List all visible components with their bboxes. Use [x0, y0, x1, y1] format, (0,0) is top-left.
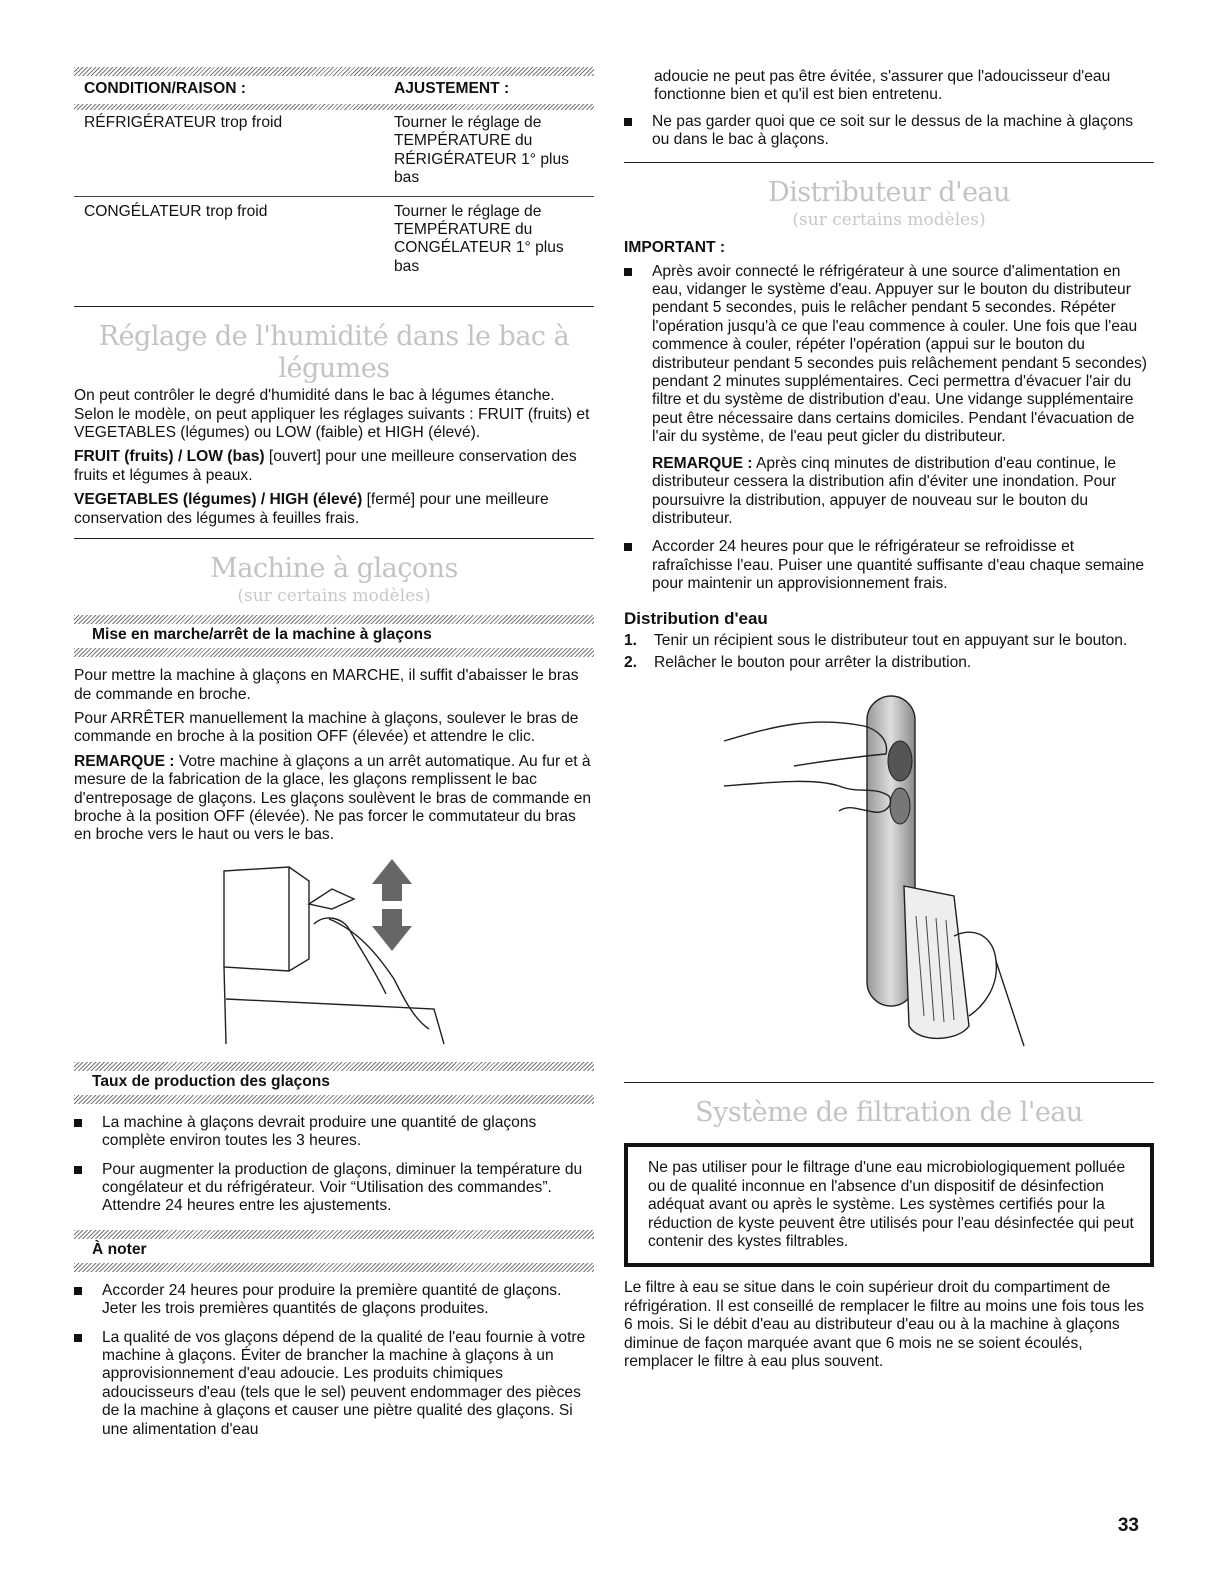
veg-label: VEGETABLES (légumes) / HIGH (élevé) — [74, 491, 363, 509]
humidity-intro: On peut contrôler le degré d'humidité dans le bac à légumes étanche. Selon le modèle, on peut appliquer les réglages suivants : FRUIT (fruits) et VEGETABLES (légumes) ou LOW (faible) et HIGH (élevé). — [74, 387, 590, 442]
filtration-warning-text: Ne pas utiliser pour le filtrage d'une eau microbiologiquement polluée ou de qualité inconnue en l'absence d'un dispositif de désinfection adéquat avant ou après le système. Les systèmes certifiés pour la réduction de kyste peuvent être utilisés pour l'eau désinfectée qui peut contenir des kystes filtrables. — [648, 1159, 1134, 1250]
table-cell-adjust: Tourner le réglage de TEMPÉRATURE du RÉRIGÉRATEUR 1° plus bas — [394, 114, 569, 187]
icemaker-onoff-heading: Mise en marche/arrêt de la machine à glaçons — [92, 626, 432, 644]
table-cell-condition: RÉFRIGÉRATEUR trop froid — [84, 114, 283, 131]
icemaker-off-paragraph: Pour ARRÊTER manuellement la machine à glaçons, soulever le bras de commande en broche à la position OFF (élevée) et attendre le clic. — [74, 709, 579, 746]
table-row — [74, 196, 594, 306]
fruit-text: [ouvert] pour une meilleure conservation des fruits et légumes à peaux. — [74, 448, 577, 484]
filtration-section-title: Système de filtration de l'eau — [695, 1097, 1083, 1129]
icemaker-section-title: Machine à glaçons — [210, 553, 458, 585]
icemaker-on-paragraph: Pour mettre la machine à glaçons en MARCHE, il suffit d'abaisser le bras de commande en broche. — [74, 667, 579, 703]
list-item: Pour augmenter la production de glaçons, diminuer la température du congélateur et du réfrigérateur. Voir “Utilisation des commandes”. Attendre 24 heures entre les ajustements. — [74, 1161, 594, 1216]
step-item — [624, 632, 1154, 650]
section-rule — [624, 162, 1154, 163]
right-column — [624, 0, 1154, 1371]
rate-heading: Taux de production des glaçons — [92, 1072, 330, 1090]
filtration-warning-box — [624, 1143, 1154, 1267]
icemaker-section-subtitle: (sur certains modèles) — [237, 586, 431, 607]
list-item: Après avoir connecté le réfrigérateur à une source d'alimentation en eau, vidanger le système d'eau. Appuyer sur le bouton du distributeur pendant 5 secondes, puis le relâcher pendant 5 secondes. Répéter l'opération jusqu'à ce que l'eau commence à couler. Une fois que l'eau commence à couler, répéter l'opération (appui sur le bouton du distributeur pendant 5 secondes puis relâchement pendant 5 secondes) pendant 2 minutes supplémentaires. Ceci permettra d'évacuer l'air du filtre et du système de distribution d'eau. Une vidange supplémentaire peut être nécessaire dans certains domiciles. Pendant l'évacuation de l'air du système, de l'eau peut gicler du distributeur. — [624, 263, 1154, 447]
humidity-fruit-paragraph — [74, 448, 594, 485]
dispenser-section-subtitle: (sur certains modèles) — [792, 209, 986, 230]
subhead-hatch — [74, 1263, 594, 1272]
section-rule — [624, 1082, 1154, 1083]
step-text: Tenir un récipient sous le distributeur tout en appuyant sur le bouton. — [654, 631, 1128, 649]
list-item: Accorder 24 heures pour produire la première quantité de glaçons. Jeter les trois premières quantités de glaçons produites. — [74, 1282, 594, 1319]
subhead-hatch — [74, 648, 594, 657]
dispenser-note — [624, 455, 1154, 529]
table-cell-condition: CONGÉLATEUR trop froid — [84, 202, 268, 220]
table-header-condition: CONDITION/RAISON : — [84, 80, 246, 97]
veg-text: [fermé] pour une meilleure conservation des légumes à feuilles frais. — [74, 491, 549, 527]
page-number: 33 — [1117, 1515, 1139, 1536]
water-dispenser-drawing — [624, 686, 1154, 1076]
section-rule — [74, 306, 594, 307]
dispenser-illustration — [624, 686, 1154, 1076]
step-item — [624, 654, 1154, 672]
table-row — [74, 110, 594, 196]
subhead-hatch — [74, 1062, 594, 1071]
subhead-hatch — [74, 1230, 594, 1239]
adjustment-table-body — [74, 110, 594, 306]
list-item: La machine à glaçons devrait produire une quantité de glaçons complète environ toutes les 3 heures. — [74, 1114, 594, 1151]
note-label: REMARQUE : — [652, 454, 753, 472]
list-item: La qualité de vos glaçons dépend de la qualité de l'eau fournie à votre machine à glaçons. Éviter de brancher la machine à glaçons à un approvisionnement d'eau adoucie. Les produits chimiques adoucisseurs d'eau (tels que le sel) peuvent endommager des pièces de la machine à glaçons et causer une piètre qualité des glaçons. Si une alimentation d'eau — [74, 1329, 594, 1439]
note-text: Votre machine à glaçons a un arrêt automatique. Au fur et à mesure de la fabrication de la glace, les glaçons remplissent le bac d'entreposage de glaçons. Les glaçons soulèvent le bras de commande en broche à la position OFF (élevée). Ne pas forcer le commutateur du bras en broche vers le haut ou vers le bas. — [74, 752, 592, 844]
icemaker-illustration — [74, 859, 594, 1054]
list-item: Accorder 24 heures pour que le réfrigérateur se refroidisse et rafraîchisse l'eau. Puiser une quantité suffisante d'eau chaque semaine pour maintenir un approvisionnement frais. — [624, 538, 1154, 593]
table-top-hatch — [74, 67, 594, 76]
table-cell-adjust: Tourner le réglage de TEMPÉRATURE du CONGÉLATEUR 1° plus bas — [394, 202, 564, 275]
humidity-veg-paragraph — [74, 491, 594, 528]
distribution-heading: Distribution d'eau — [624, 608, 768, 628]
icemaker-arm-drawing — [74, 859, 594, 1054]
note-text: Après cinq minutes de distribution d'eau continue, le distributeur cessera la distribution afin d'éviter une inondation. Pour poursuivre la distribution, appuyer de nouveau sur le bouton du distributeur. — [652, 454, 1117, 527]
notes-heading: À noter — [92, 1240, 147, 1258]
subhead-hatch — [74, 1095, 594, 1104]
table-header-adjustment: AJUSTEMENT : — [394, 80, 510, 97]
adjustment-table — [74, 76, 594, 104]
list-item: Ne pas garder quoi que ce soit sur le dessus de la machine à glaçons ou dans le bac à glaçons. — [624, 113, 1154, 150]
filtration-paragraph: Le filtre à eau se situe dans le coin supérieur droit du compartiment de réfrigération. Il est conseillé de remplacer le filtre au moins une fois tous les 6 mois. Si le débit d'eau au distributeur d'eau ou à la machine à glaçons diminue de façon marquée avant que 6 mois ne se soient écoulés, remplacer le filtre à eau plus souvent. — [624, 1279, 1145, 1370]
note-label: REMARQUE : — [74, 752, 175, 770]
important-label: IMPORTANT : — [624, 238, 726, 256]
continued-paragraph: adoucie ne peut pas être évitée, s'assurer que l'adoucisseur d'eau fonctionne bien et qu'il est bien entretenu. — [654, 68, 1111, 104]
dispenser-section-title: Distributeur d'eau — [767, 176, 1011, 208]
subhead-hatch — [74, 615, 594, 624]
step-number: 2. — [624, 653, 638, 671]
humidity-section-title: Réglage de l'humidité dans le bac à légumes — [98, 321, 570, 385]
step-text: Relâcher le bouton pour arrêter la distribution. — [654, 653, 972, 671]
step-number: 1. — [624, 631, 638, 649]
section-rule — [74, 538, 594, 539]
fruit-label: FRUIT (fruits) / LOW (bas) — [74, 448, 265, 466]
left-column — [74, 0, 594, 1439]
icemaker-note-paragraph — [74, 753, 594, 845]
